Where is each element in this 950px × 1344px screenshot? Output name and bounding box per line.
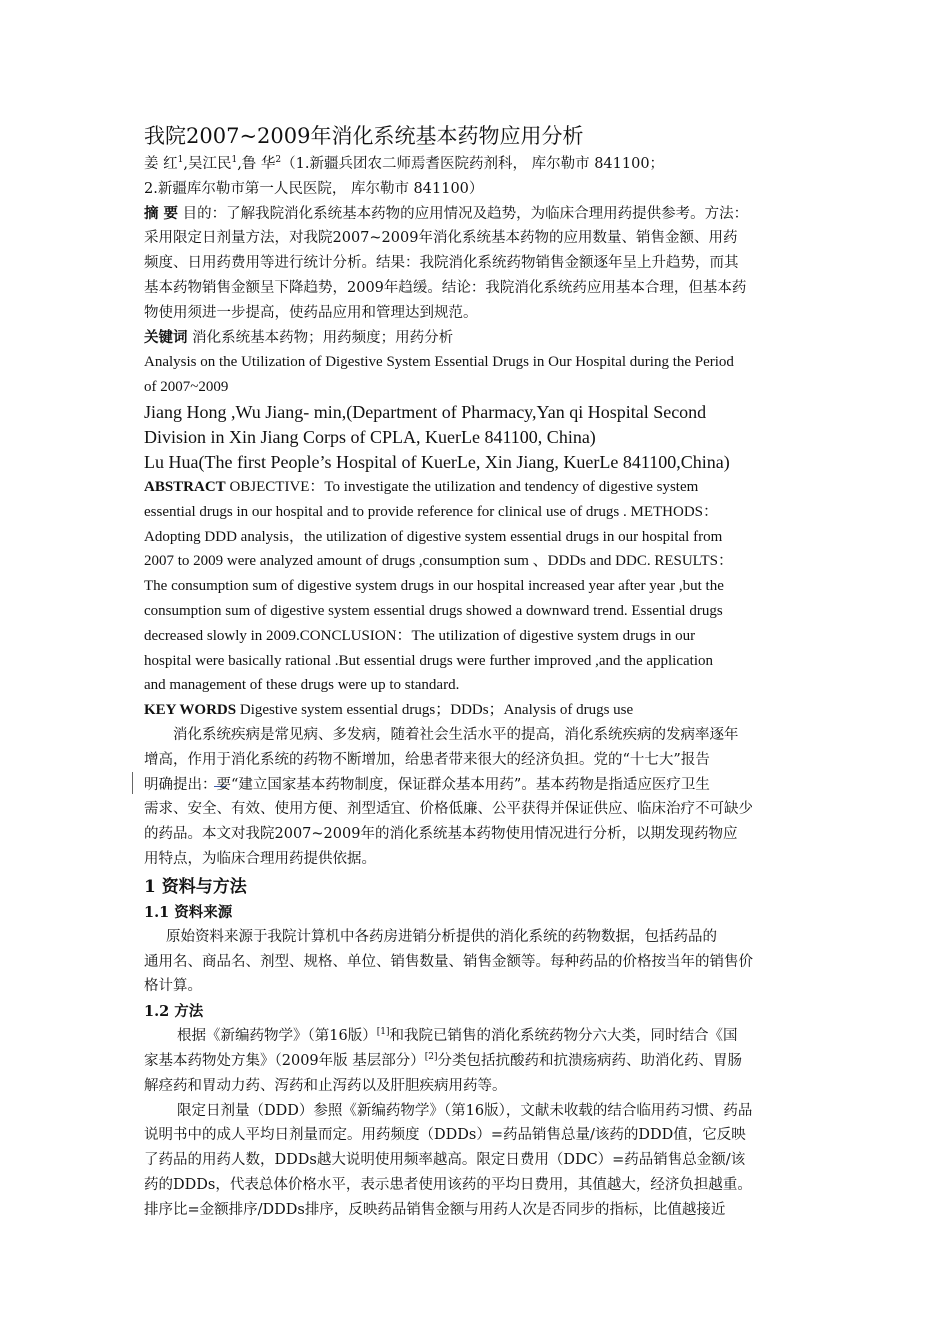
s12-p1-a: 根据《新编药物学》（第16版）	[177, 1028, 377, 1045]
author-line	[144, 152, 820, 177]
intro-line-5: 用特点，为临床合理用药提供依据。	[144, 850, 376, 867]
abstract-cn-line-0	[144, 202, 820, 227]
intro-line-2: 明确提出：要“建立国家基本药物制度，保证群众基本用药”。基本药物是指适应医疗卫生	[144, 776, 710, 793]
s11-line-0: 原始资料来源于我院计算机中各药房进销分析提供的消化系统的药物数据，包括药品的	[166, 928, 717, 945]
authors-en-line-2: Lu Hua(The first People’s Hospital of KuerLe, Xin Jiang, KuerLe 841100,China)	[144, 451, 730, 472]
s12-p2-line-2: 了药品的用药人数，DDDs越大说明使用频率越高。限定日费用（DDC）=药品销售总金额/该	[144, 1152, 746, 1169]
keywords-en-text: Digestive system essential drugs；DDDs；Analysis of drugs use	[236, 702, 634, 719]
affiliation-2: 2.新疆库尔勒市第一人民医院， 库尔勒市 841100）	[144, 180, 484, 197]
section-1-2-heading: 1.2 方法	[144, 1003, 204, 1021]
author-1: 姜 红	[144, 156, 178, 172]
author-3-sup: 2	[275, 155, 282, 166]
author-2: ,吴江民	[183, 156, 232, 172]
ref-1[interactable]: [1]	[376, 1027, 390, 1038]
s12-p1-d: 分类包括抗酸药和抗溃疡病药、助消化药、胃肠	[437, 1052, 743, 1069]
abstract-en-line-2: Adopting DDD analysis，the utilization of digestive system essential drugs in our hospital from	[144, 528, 723, 545]
abstract-en-line-1: essential drugs in our hospital and to provide reference for clinical use of drugs . METHODS：	[144, 503, 719, 520]
title-en-line-1: of 2007~2009	[144, 379, 229, 396]
s12-p1-c: 家基本药物处方集》（2009年版 基层部分）	[144, 1052, 425, 1069]
document-page	[144, 120, 820, 1222]
intro-line-4: 的药品。本文对我院2007~2009年的消化系统基本药物使用情况进行分析，以期发现药物应	[144, 826, 738, 843]
abstract-cn-line-3: 基本药物销售金额呈下降趋势，2009年趋缓。结论：我院消化系统药应用基本合理，但基本药	[144, 279, 747, 296]
abstract-cn-line-1: 采用限定日剂量方法，对我院2007~2009年消化系统基本药物的应用数量、销售金额、用药	[144, 230, 738, 247]
s12-p2-line-1: 说明书中的成人平均日剂量而定。用药频度（DDDs）=药品销售总量/该药的DDD值，它反映	[144, 1127, 746, 1144]
abstract-en	[144, 475, 820, 698]
s12-p1-line-0	[144, 1024, 820, 1049]
author-1-sup: 1	[177, 155, 184, 166]
s11-line-2: 格计算。	[144, 978, 202, 995]
abstract-en-line-6: decreased slowly in 2009.CONCLUSION：The utilization of digestive system drugs in our	[144, 627, 696, 644]
s12-p2-line-3: 药的DDDs，代表总体价格水平，表示患者使用该药的平均日费用，其值越大，经济负担越重。	[144, 1176, 752, 1193]
abstract-en-text-0: OBJECTIVE：To investigate the utilization and tendency of digestive system	[225, 478, 699, 495]
authors-en-line-1: Division in Xin Jiang Corps of CPLA, KuerLe 841100, China)	[144, 426, 596, 447]
abstract-en-label: ABSTRACT	[144, 478, 226, 495]
keywords-cn	[144, 326, 820, 351]
intro-line-1: 增高，作用于消化系统的药物不断增加，给患者带来很大的经济负担。党的“十七大”报告	[144, 751, 710, 768]
section-1-1-heading: 1.1 资料来源	[144, 903, 233, 921]
keywords-en	[144, 698, 820, 723]
keywords-en-label: KEY WORDS	[144, 702, 237, 719]
s12-p2-line-4: 排序比=金额排序/DDDs排序，反映药品销售金额与用药人次是否同步的指标，比值越接近	[144, 1201, 726, 1218]
abstract-cn-label: 摘 要	[144, 204, 179, 222]
intro-line-0: 消化系统疾病是常见病、多发病，随着社会生活水平的提高，消化系统疾病的发病率逐年	[173, 726, 739, 743]
affiliation-1: （1.新疆兵团农二师焉耆医院药剂科， 库尔勒市 841100；	[281, 156, 665, 172]
abstract-en-line-4: The consumption sum of digestive system drugs in our hospital increased year after year ,but the	[144, 578, 724, 595]
s11-line-1: 通用名、商品名、剂型、规格、单位、销售数量、销售金额等。每种药品的价格按当年的销售价	[144, 953, 753, 970]
s12-p1-b: 和我院已销售的消化系统药物分六大类，同时结合《国	[389, 1028, 738, 1045]
section-1-2-paragraph-1	[144, 1024, 820, 1098]
section-1-2-paragraph-2	[144, 1099, 820, 1223]
keywords-cn-text: 消化系统基本药物；用药频度；用药分析	[187, 329, 454, 346]
s12-p2-line-0: 限定日剂量（DDD）参照《新编药物学》（第16版），文献未收载的结合临用药习惯、药品	[177, 1102, 753, 1119]
author-2-sup: 1	[231, 155, 238, 166]
keywords-cn-label: 关键词	[144, 328, 188, 346]
paper-title: 我院2007~2009年消化系统基本药物应用分析	[144, 124, 584, 148]
revision-bar	[132, 772, 133, 794]
section-1-heading: 1 资料与方法	[144, 876, 247, 897]
authors-en-line-0: Jiang Hong ,Wu Jiang- min,(Department of Pharmacy,Yan qi Hospital Second	[144, 401, 707, 422]
title-en-line-0: Analysis on the Utilization of Digestive System Essential Drugs in Our Hospital during the Period	[144, 354, 734, 371]
s12-p1-line-2: 解痉药和胃动力药、泻药和止泻药以及肝胆疾病用药等。	[144, 1077, 507, 1094]
intro-paragraph	[144, 723, 820, 872]
abstract-cn-text-0: 目的：了解我院消化系统基本药物的应用情况及趋势，为临床合理用药提供参考。方法：	[178, 205, 749, 222]
intro-line-3: 需求、安全、有效、使用方便、剂型适宜、价格低廉、公平获得并保证供应、临床治疗不可缺少	[144, 801, 753, 818]
abstract-en-line-8: and management of these drugs were up to standard.	[144, 677, 460, 694]
abstract-en-line-3: 2007 to 2009 were analyzed amount of drugs ,consumption sum 、DDDs and DDC. RESULTS：	[144, 553, 733, 570]
abstract-en-line-7: hospital were basically rational .But essential drugs were further improved ,and the application	[144, 652, 713, 669]
abstract-en-line-5: consumption sum of digestive system essential drugs showed a downward trend. Essential drugs	[144, 602, 723, 619]
section-1-1-paragraph	[144, 925, 820, 999]
s12-p1-line-1	[144, 1049, 820, 1074]
abstract-cn	[144, 202, 820, 326]
abstract-cn-line-4: 物使用须进一步提高，使药品应用和管理达到规范。	[144, 304, 478, 321]
author-3: ,鲁 华	[237, 156, 276, 172]
ref-2[interactable]: [2]	[424, 1052, 438, 1063]
abstract-en-line-0	[144, 475, 820, 500]
abstract-cn-line-2: 频度、日用药费用等进行统计分析。结果：我院消化系统药物销售金额逐年呈上升趋势，而其	[144, 255, 739, 272]
